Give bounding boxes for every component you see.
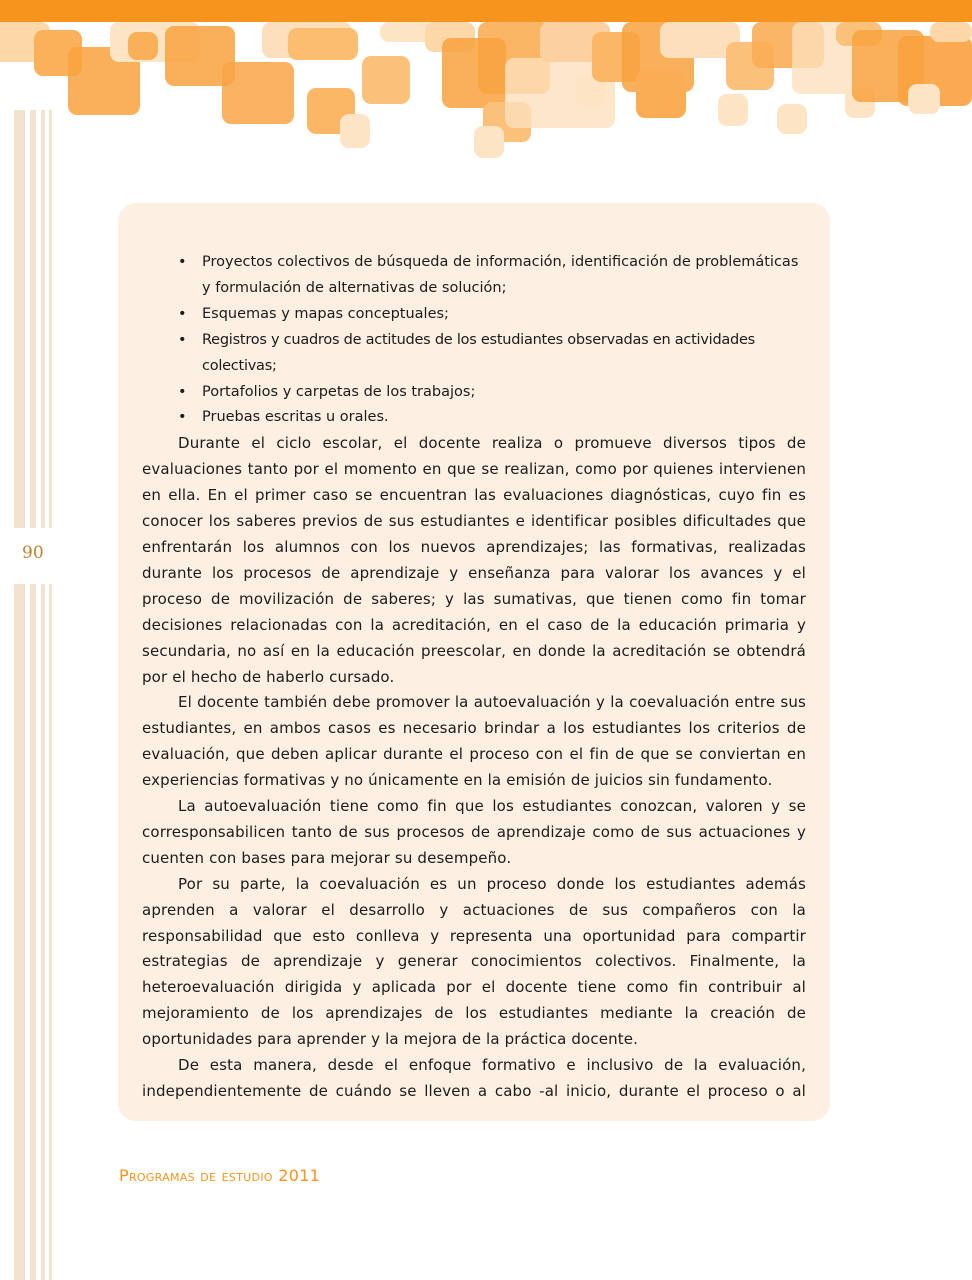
evaluation-instruments-list <box>142 250 806 431</box>
list-item: • Esquemas y mapas conceptuales; <box>142 302 806 328</box>
page-number: 90 <box>22 543 44 563</box>
list-item: • Registros y cuadros de actitudes de los estudiantes observadas en actividades colectivas; <box>142 328 806 380</box>
body-text <box>142 250 806 1105</box>
header-decoration <box>0 22 972 162</box>
paragraph: El docente también debe promover la autoevaluación y la coevaluación entre sus estudiantes, en ambos casos es necesario brindar a los estudiantes los criterios de evaluación, que deben aplicar durante el proceso con el fin de que se conviertan en experiencias formativas y no únicamente en la emisión de juicios sin fundamento. <box>142 693 806 790</box>
list-item: • Pruebas escritas u orales. <box>142 405 806 431</box>
list-item: • Portafolios y carpetas de los trabajos; <box>142 380 806 406</box>
paragraph: De esta manera, desde el enfoque formativo e inclusivo de la evaluación, independientemente de cuándo se lleven a cabo -al inicio, durante el proceso o al <box>142 1056 806 1100</box>
header-bar <box>0 0 972 22</box>
margin-stripes <box>14 110 58 1280</box>
footer-title: Programas de estudio 2011 <box>119 1166 321 1185</box>
list-item: • Proyectos colectivos de búsqueda de información, identificación de problemáticas y formulación de alternativas de solución; <box>142 250 806 302</box>
paragraph: Durante el ciclo escolar, el docente realiza o promueve diversos tipos de evaluaciones tanto por el momento en que se realizan, como por quienes intervienen en ella. En el primer caso se encuentran las evaluaciones diagnósticas, cuyo fin es conocer los saberes previos de sus estudiantes e identificar posibles dificultades que enfrentarán los alumnos con los nuevos aprendizajes; las formativas, realizadas durante los procesos de aprendizaje y enseñanza para valorar los avances y el proceso de movilización de saberes; y las sumativas, que tienen como fin tomar decisiones relacionadas con la acreditación, en el caso de la educación primaria y secundaria, no así en la educación preescolar, en donde la acreditación se obtendrá por el hecho de haberlo cursado. <box>142 434 806 686</box>
paragraph: Por su parte, la coevaluación es un proceso donde los estudiantes además aprenden a valorar el desarrollo y actuaciones de sus compañeros con la responsabilidad que esto conlleva y representa una oportunidad para compartir estrategias de aprendizaje y generar conocimientos colectivos. Finalmente, la heteroevaluación dirigida y aplicada por el docente tiene como fin contribuir al mejoramiento de los aprendizajes de los estudiantes mediante la creación de oportunidades para aprender y la mejora de la práctica docente. <box>142 874 806 1049</box>
paragraph: La autoevaluación tiene como fin que los estudiantes conozcan, valoren y se corresponsabilicen tanto de sus procesos de aprendizaje como de sus actuaciones y cuenten con bases para mejorar su desempeño. <box>142 797 806 867</box>
